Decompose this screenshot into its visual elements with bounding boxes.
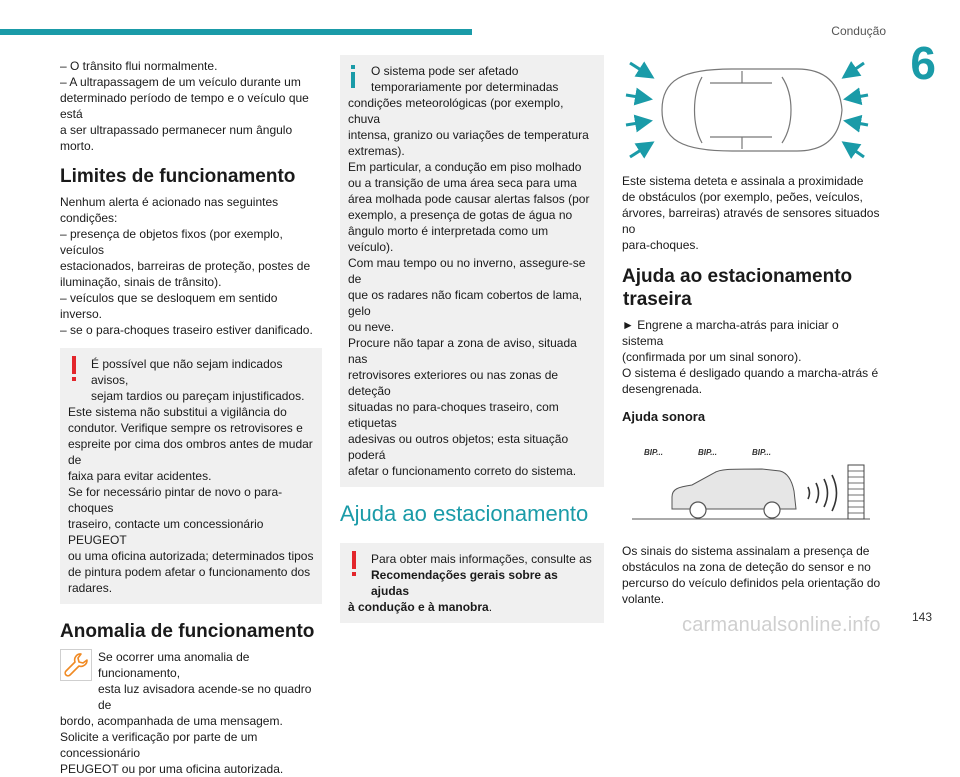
chapter-accent-bar [0,29,472,35]
fault-heading: Anomalia de funcionamento [60,621,315,642]
column-right [622,55,882,607]
limits-heading: Limites de funcionamento [60,166,296,187]
fault-text: Se ocorrer uma anomalia de funcionamento, esta luz avisadora acende-se no quadro de bordo, acompanhada de uma mensagem. Solicite a verificação por parte de um concessionário PEUGEOT ou por uma oficina autorizada. [60,650,312,776]
beep-label-3: BIP... [752,448,771,457]
system-description: Este sistema deteta e assinala a proximidade de obstáculos (por exemplo, peões, veículos, árvores, barreiras) através de sensores situados no para-choques. [622,174,880,252]
page-number: 143 [911,610,932,624]
sound-description: Os sinais do sistema assinalam a presença de obstáculos na zona de deteção do sensor e no percurso do veículo definidos pela orientação do volante. [622,544,881,606]
car-top-view-figure [622,55,872,165]
limits-text: Nenhum alerta é acionado nas seguintes condições: – presença de objetos fixos (por exemplo, veículos estacionados, barreiras de proteção, postes de iluminação, sinais de trânsito). – veículos que se desloquem em sentido inverso. – se o para-choques traseiro estiver danificado. [60,195,313,337]
parking-warning-box: Para obter mais informações, consulte as Recomendações gerais sobre as ajudas à condução e à manobra. [340,543,604,623]
watermark: carmanualsonline.info [682,614,881,636]
rear-parking-heading: Ajuda ao estacionamento traseira [622,266,853,310]
column-middle [340,55,604,623]
exclamation-icon [68,356,80,382]
parking-heading: Ajuda ao estacionamento [340,501,589,526]
info-icon [350,65,356,89]
exclamation-icon [348,551,360,577]
wall-icon [848,465,864,519]
sound-heading: Ajuda sonora [622,409,706,424]
chapter-title: Condução [831,24,886,38]
car-side-beep-figure [632,447,882,527]
warning-box: É possível que não sejam indicados avisos, sejam tardios ou pareçam injustificados. Este sistema não substitui a vigilância do condutor. Verifique sempre os retrovisores e espreite por cima dos ombros antes de mudar de faixa para evitar acidentes. Se for necessário pintar de novo o para-choques traseiro, contacte um concessionário PEUGEOT ou uma oficina autorizada; determinados tipos de pintura podem afetar o funcionamento dos radares. [60,348,322,604]
intro-text: – O trânsito flui normalmente. – A ultrapassagem de um veículo durante um determinado período de tempo e o veículo que está a ser ultrapassado permanecer num ângulo morto. [60,59,309,153]
wrench-icon [60,649,92,681]
rear-parking-text: ► Engrene a marcha-atrás para iniciar o sistema (confirmada por um sinal sonoro). O sistema é desligado quando a marcha-atrás é desengrenada. [622,318,879,396]
chapter-number: 6 [910,37,936,89]
column-left [60,58,322,777]
beep-label-1: BIP... [644,448,663,457]
info-box: O sistema pode ser afetado temporariamente por determinadas condições meteorológicas (por exemplo, chuva intensa, granizo ou variações de temperatura extremas). Em particular, a condução em piso molhado ou a transição de uma área seca para uma área molhada pode causar alertas falsos (por exemplo, a presença de gotas de água no ângulo morto é interpretada como um veículo). Com mau tempo ou no inverno, assegure-se de que os radares não ficam cobertos de lama, gelo ou neve. Procure não tapar a zona de aviso, situada nas retrovisores exteriores ou nas zonas de deteção situadas no para-choques traseiro, com etiquetas adesivas ou outros objetos; esta situação poderá afetar o funcionamento correto do sistema. [340,55,604,487]
beep-label-2: BIP... [698,448,717,457]
